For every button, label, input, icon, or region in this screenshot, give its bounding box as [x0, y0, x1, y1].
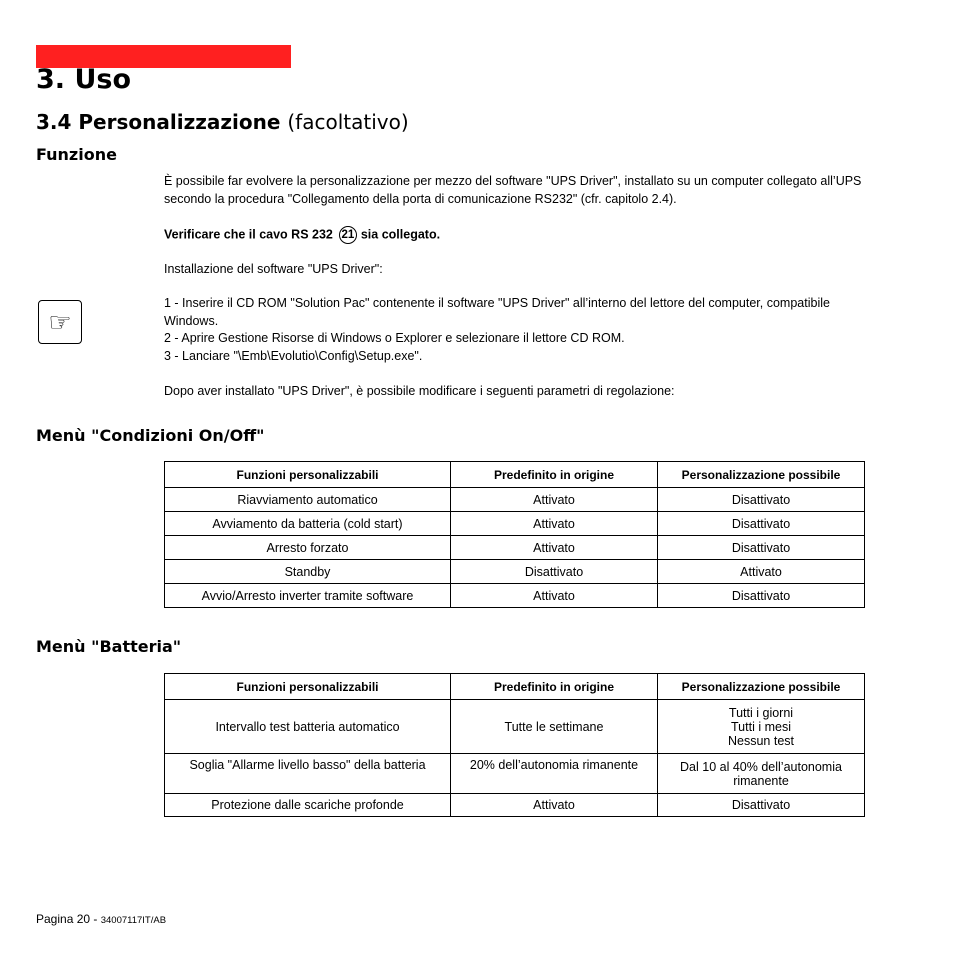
default-cell: 20% dell’autonomia rimanente — [451, 754, 658, 794]
table-header-row — [165, 674, 865, 700]
install-step: 1 - Inserire il CD ROM "Solution Pac" contenente il software "UPS Driver" all’interno del lettore del computer, compatibile Windows. — [164, 296, 830, 328]
option-cell: Disattivato — [658, 536, 865, 560]
menu-onoff-heading: Menù "Condizioni On/Off" — [36, 426, 265, 445]
install-step: 3 - Lanciare "\Emb\Evolutio\Config\Setup.exe". — [164, 348, 423, 363]
table-row — [165, 536, 865, 560]
install-steps — [164, 295, 864, 365]
option-cell: Disattivato — [658, 512, 865, 536]
column-header: Personalizzazione possibile — [658, 462, 865, 488]
default-cell: Disattivato — [451, 560, 658, 584]
option-cell: Dal 10 al 40% dell’autonomia rimanente — [658, 754, 865, 794]
option-line: Tutti i giorni — [728, 705, 794, 720]
function-cell: Avvio/Arresto inverter tramite software — [165, 584, 451, 608]
function-cell: Standby — [165, 560, 451, 584]
verify-text-after: sia collegato. — [360, 227, 441, 242]
table-row — [165, 584, 865, 608]
verify-text-before: Verificare che il cavo RS 232 — [164, 227, 333, 242]
column-header: Predefinito in origine — [451, 674, 658, 700]
default-cell: Attivato — [451, 512, 658, 536]
install-title: Installazione del software "UPS Driver": — [164, 262, 383, 276]
table-row — [165, 754, 865, 794]
after-install-text: Dopo aver installato "UPS Driver", è possibile modificare i seguenti parametri di regolazione: — [164, 384, 675, 398]
funzione-heading: Funzione — [36, 145, 117, 164]
option-line: Tutti i mesi — [731, 719, 791, 734]
reference-badge: 21 — [339, 226, 357, 244]
table-row — [165, 794, 865, 817]
default-cell: Attivato — [451, 536, 658, 560]
default-cell: Attivato — [451, 488, 658, 512]
section-qualifier: (facoltativo) — [287, 110, 409, 134]
option-cell: Attivato — [658, 560, 865, 584]
section-number-title: 3.4 Personalizzazione — [36, 110, 281, 134]
section-title — [36, 108, 409, 136]
function-cell: Intervallo test batteria automatico — [165, 700, 451, 754]
verify-cable-note — [164, 226, 864, 244]
menu-batteria-heading: Menù "Batteria" — [36, 637, 182, 656]
table-row — [165, 700, 865, 754]
table-row — [165, 488, 865, 512]
table-row — [165, 560, 865, 584]
default-cell: Attivato — [451, 584, 658, 608]
funzione-intro: È possibile far evolvere la personalizzazione per mezzo del software "UPS Driver", installato su un computer collegato all’UPS secondo la procedura "Collegamento della porta di comunicazione RS232" (cfr. capitolo 2.4). — [164, 174, 862, 206]
option-cell: Disattivato — [658, 794, 865, 817]
column-header: Personalizzazione possibile — [658, 674, 865, 700]
chapter-title: 3. Uso — [36, 64, 131, 95]
menu-onoff-table — [164, 461, 865, 608]
column-header: Funzioni personalizzabili — [165, 462, 451, 488]
table-header-row — [165, 462, 865, 488]
function-cell: Arresto forzato — [165, 536, 451, 560]
function-cell: Soglia "Allarme livello basso" della batteria — [165, 754, 451, 794]
option-cell — [658, 700, 865, 754]
option-cell: Disattivato — [658, 488, 865, 512]
page-footer — [36, 911, 166, 929]
option-cell: Disattivato — [658, 584, 865, 608]
pointing-hand-icon: ☞ — [38, 300, 82, 344]
function-cell: Avviamento da batteria (cold start) — [165, 512, 451, 536]
option-line: Nessun test — [727, 733, 794, 748]
default-cell: Tutte le settimane — [451, 700, 658, 754]
document-code: 34007117IT/AB — [100, 915, 167, 926]
page-number: Pagina 20 - — [36, 912, 98, 926]
column-header: Predefinito in origine — [451, 462, 658, 488]
table-row — [165, 512, 865, 536]
default-cell: Attivato — [451, 794, 658, 817]
install-step: 2 - Aprire Gestione Risorse di Windows o Explorer e selezionare il lettore CD ROM. — [164, 331, 625, 345]
menu-batteria-table — [164, 673, 865, 817]
function-cell: Riavviamento automatico — [165, 488, 451, 512]
column-header: Funzioni personalizzabili — [165, 674, 451, 700]
function-cell: Protezione dalle scariche profonde — [165, 794, 451, 817]
